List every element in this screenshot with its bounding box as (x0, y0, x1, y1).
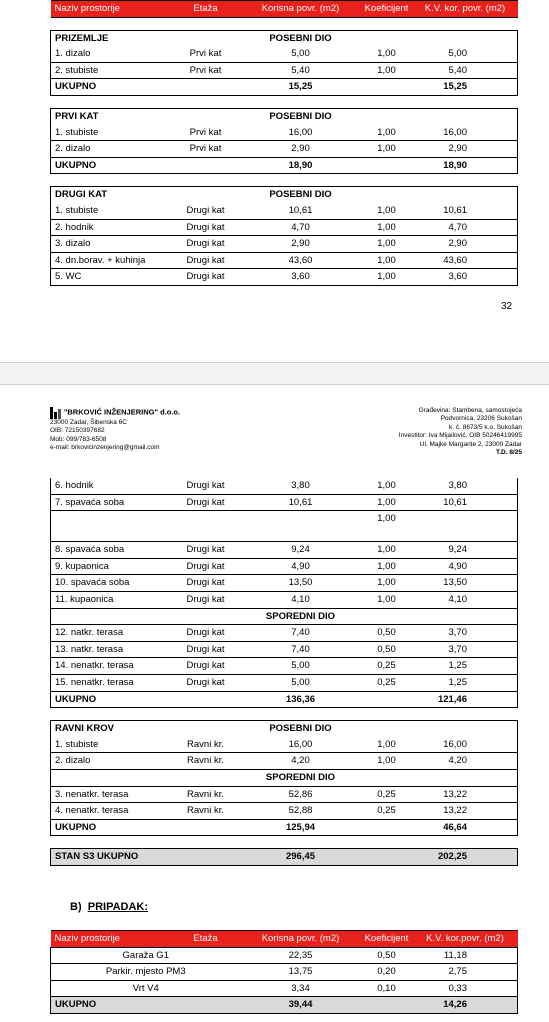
table-cell: Prvi kat (171, 62, 241, 79)
page-separator (0, 362, 549, 385)
empty-cell (171, 187, 241, 203)
table-cell: 1,00 (361, 203, 413, 219)
table-cell: Drugi kat (171, 658, 241, 675)
table-cell: 1,00 (361, 575, 413, 592)
table-cell: 0,50 (361, 625, 413, 642)
table-cell: 4. nenatkr. terasa (51, 803, 171, 820)
table-row (51, 786, 518, 803)
table-cell: UKUPNO (51, 691, 171, 708)
empty-cell (51, 708, 518, 721)
table-cell: 11,18 (413, 947, 518, 964)
empty-cell (171, 819, 241, 836)
project-line: Građevina: Stambena, samostojeća (418, 407, 522, 414)
company-header (50, 407, 250, 453)
table-row (51, 494, 518, 511)
table-cell: 4,70 (241, 219, 361, 236)
empty-cell (413, 511, 518, 542)
table-row (51, 980, 518, 997)
table-cell: Drugi kat (171, 674, 241, 691)
section-prizemlje (51, 30, 518, 46)
table-cell: 9,24 (413, 542, 518, 559)
empty-cell (51, 174, 518, 187)
table-cell: 14,26 (413, 997, 518, 1014)
table-header (51, 931, 518, 948)
table-page2 (50, 478, 518, 866)
company-email: e-mail: brkovicinzenjering@gmail.com (50, 444, 160, 452)
table-cell: 4,90 (241, 558, 361, 575)
company-oib: OIB: 72150397682 (50, 427, 105, 435)
table-cell: 3. dizalo (51, 236, 171, 253)
table-cell: UKUPNO (51, 997, 171, 1014)
table-cell: 13. natkr. terasa (51, 641, 171, 658)
table-cell: 9,24 (241, 542, 361, 559)
table-cell: 18,90 (241, 157, 361, 174)
table-cell: 15,25 (413, 79, 518, 96)
table-cell: 13,22 (413, 786, 518, 803)
table-cell: UKUPNO (51, 79, 171, 96)
table-cell: PRVI KAT (51, 108, 171, 124)
project-line: Ul. Majke Margarite 2, 23000 Zadar (419, 440, 522, 448)
empty-cell (361, 721, 413, 737)
table-cell: 10,61 (241, 494, 361, 511)
table-cell: RAVNI KROV (51, 721, 171, 737)
table-cell: Drugi kat (171, 269, 241, 286)
project-line: k. č. 8673/5 k.o. Sukošan (449, 423, 522, 431)
empty-cell (361, 187, 413, 203)
table-cell: 13,50 (241, 575, 361, 592)
table-cell: 3,80 (241, 478, 361, 494)
table-cell: 10,61 (241, 203, 361, 219)
table-cell: Prvi kat (171, 46, 241, 62)
table-cell: 52,88 (241, 803, 361, 820)
table-cell: 0,50 (361, 947, 413, 964)
empty-cell (361, 997, 413, 1014)
table-cell: 1,00 (361, 737, 413, 753)
total-row (51, 157, 518, 174)
empty-cell (171, 769, 241, 786)
table-cell: 121,46 (413, 691, 518, 708)
table-header (51, 1, 518, 18)
table-cell: 3. nenatkr. terasa (51, 786, 171, 803)
table-row (51, 674, 518, 691)
empty-cell (413, 108, 518, 124)
table-cell: 16,00 (241, 737, 361, 753)
table-cell: Drugi kat (171, 575, 241, 592)
empty-cell (51, 17, 518, 30)
table-row (51, 753, 518, 770)
empty-cell (361, 819, 413, 836)
table-cell: Drugi kat (171, 252, 241, 269)
table-cell: 5,00 (241, 658, 361, 675)
table-cell: 0,25 (361, 658, 413, 675)
table-cell: Etaža (171, 931, 241, 948)
table-row (51, 141, 518, 158)
table-cell: POSEBNI DIO (241, 721, 361, 737)
empty-cell (361, 79, 413, 96)
empty-cell (361, 157, 413, 174)
table-cell: 2. dizalo (51, 753, 171, 770)
empty-cell (171, 721, 241, 737)
table-row (51, 803, 518, 820)
table-cell: Drugi kat (171, 494, 241, 511)
project-info (330, 407, 522, 457)
table-row (51, 252, 518, 269)
table-cell: 13,75 (241, 964, 361, 981)
empty-cell (51, 608, 171, 625)
table-cell: 1,00 (361, 269, 413, 286)
table-cell: 2. dizalo (51, 141, 171, 158)
table-row (51, 62, 518, 79)
company-name: "BRKOVIĆ INŽENJERING" d.o.o. (63, 407, 181, 417)
table-cell: Korisna povr. (m2) (241, 931, 361, 948)
total-row (51, 79, 518, 96)
table-row (51, 641, 518, 658)
stan-total-row (51, 849, 518, 866)
company-mob: Mob: 099/783-6508 (50, 435, 107, 443)
empty-cell (361, 30, 413, 46)
table-cell: Ravni kr. (171, 803, 241, 820)
table-cell: 1,00 (361, 542, 413, 559)
table-cell: Drugi kat (171, 641, 241, 658)
table-cell: Drugi kat (171, 236, 241, 253)
table-cell: K.V. kor.povr. (m2) (413, 931, 518, 948)
project-line: Investitor: Iva Mijailović, OIB 50246419995 (398, 432, 522, 440)
table-cell: POSEBNI DIO (241, 108, 361, 124)
table-cell: 1. stubiste (51, 203, 171, 219)
table-row (51, 511, 518, 542)
empty-cell (361, 691, 413, 708)
table-cell: 1,00 (361, 236, 413, 253)
table-cell: 0,25 (361, 674, 413, 691)
empty-cell (171, 511, 241, 542)
table-cell: 4,20 (241, 753, 361, 770)
table-cell: 5,00 (413, 46, 518, 62)
section-ravni-krov (51, 721, 518, 737)
page-number: 32 (501, 301, 513, 312)
empty-cell (171, 849, 241, 866)
section-sporedni (51, 608, 518, 625)
table-cell: Naziv prostorije (51, 931, 171, 948)
table-row (51, 658, 518, 675)
table-cell: Prvi kat (171, 141, 241, 158)
table-row (51, 737, 518, 753)
table-cell: SPOREDNI DIO (241, 608, 361, 625)
table-cell: 1. stubiste (51, 125, 171, 141)
section-b-heading: B) PRIPADAK: (70, 901, 149, 913)
table-cell: 46,64 (413, 819, 518, 836)
table-cell: 8. spavaća soba (51, 542, 171, 559)
table-cell: 0,25 (361, 803, 413, 820)
total-row (51, 691, 518, 708)
table-row (51, 219, 518, 236)
table-row (51, 964, 518, 981)
section-sporedni (51, 769, 518, 786)
table-cell: 1,25 (413, 658, 518, 675)
table-cell: Drugi kat (171, 542, 241, 559)
empty-cell (413, 187, 518, 203)
table-cell: 1,25 (413, 674, 518, 691)
table-cell: Vrt V4 (51, 980, 241, 997)
table-cell: 2,90 (241, 141, 361, 158)
table-cell: 16,00 (241, 125, 361, 141)
table-cell: 13,50 (413, 575, 518, 592)
table-cell: 15. nenatkr. terasa (51, 674, 171, 691)
table-cell: Garaža G1 (51, 947, 241, 964)
table-cell: 2,75 (413, 964, 518, 981)
table-cell: 5,40 (413, 62, 518, 79)
table-cell: 1,00 (361, 591, 413, 608)
table-cell: 4,10 (413, 591, 518, 608)
empty-cell (361, 849, 413, 866)
col-naziv: Naziv prostorije (51, 1, 171, 18)
empty-cell (171, 691, 241, 708)
table-cell: 43,60 (413, 252, 518, 269)
table-cell: 10,61 (413, 203, 518, 219)
table-row (51, 542, 518, 559)
table-row (51, 46, 518, 62)
table-cell: Drugi kat (171, 558, 241, 575)
table-cell: Ravni kr. (171, 737, 241, 753)
empty-cell (171, 108, 241, 124)
table-cell: Prvi kat (171, 125, 241, 141)
table-cell: 4,70 (413, 219, 518, 236)
company-logo-icon (50, 407, 62, 419)
empty-cell (171, 608, 241, 625)
table-cell: 1. dizalo (51, 46, 171, 62)
table-cell: Drugi kat (171, 203, 241, 219)
table-row (51, 625, 518, 642)
empty-cell (361, 108, 413, 124)
empty-cell (51, 836, 518, 849)
table-row (51, 203, 518, 219)
table-cell: POSEBNI DIO (241, 187, 361, 203)
empty-cell (361, 608, 413, 625)
table-cell: 13,22 (413, 803, 518, 820)
table-cell: 1,00 (361, 46, 413, 62)
table-cell: 2. hodnik (51, 219, 171, 236)
page-bottom (0, 385, 549, 1022)
table-cell: 5,40 (241, 62, 361, 79)
table-cell: 4. dn.borav. + kuhinja (51, 252, 171, 269)
table-cell: 6. hodnik (51, 478, 171, 494)
table-cell: UKUPNO (51, 157, 171, 174)
table-page1 (50, 0, 518, 286)
empty-cell (51, 95, 518, 108)
table-cell: 16,00 (413, 737, 518, 753)
table-cell: 7,40 (241, 625, 361, 642)
table-cell: 2,90 (241, 236, 361, 253)
table-cell: SPOREDNI DIO (241, 769, 361, 786)
table-cell: 7. spavaća soba (51, 494, 171, 511)
table-cell: 1,00 (361, 478, 413, 494)
table-cell: 15,25 (241, 79, 361, 96)
table-cell: 1,00 (361, 494, 413, 511)
col-etaza: Etaža (171, 1, 241, 18)
empty-cell (413, 769, 518, 786)
table-cell: 1,00 (361, 219, 413, 236)
empty-cell (51, 769, 171, 786)
table-cell: 39,44 (241, 997, 361, 1014)
section-drugi-kat (51, 187, 518, 203)
table-cell: 1,00 (361, 62, 413, 79)
project-line: T.D. 8/25 (495, 449, 522, 457)
project-line: Podvornica, 23206 Sukošan (440, 415, 522, 423)
table-cell: PRIZEMLJE (51, 30, 171, 46)
table-cell: STAN S3 UKUPNO (51, 849, 171, 866)
table-cell: 125,94 (241, 819, 361, 836)
table-row (51, 558, 518, 575)
table-cell: Drugi kat (171, 591, 241, 608)
table-cell: 3,70 (413, 641, 518, 658)
table-cell: 22,35 (241, 947, 361, 964)
table-cell: 18,90 (413, 157, 518, 174)
table-cell: 202,25 (413, 849, 518, 866)
table-cell: 16,00 (413, 125, 518, 141)
table-cell: 9. kupaonica (51, 558, 171, 575)
table-cell: Drugi kat (171, 625, 241, 642)
table-cell: 1,00 (361, 125, 413, 141)
table-cell: 2. stubiste (51, 62, 171, 79)
table-cell: 2,90 (413, 236, 518, 253)
table-cell: 4,20 (413, 753, 518, 770)
empty-cell (171, 30, 241, 46)
table-row (51, 269, 518, 286)
table-cell: Ravni kr. (171, 753, 241, 770)
table-cell: Koeficijent (361, 931, 413, 948)
table-row (51, 125, 518, 141)
table-cell: 136,36 (241, 691, 361, 708)
table-cell: 1,00 (361, 753, 413, 770)
table-cell: 0,10 (361, 980, 413, 997)
table-pripadak (50, 930, 518, 1014)
table-cell: 1. stubiste (51, 737, 171, 753)
table-cell: 10. spavaća soba (51, 575, 171, 592)
table-cell: 2,90 (413, 141, 518, 158)
table-cell: 3,60 (241, 269, 361, 286)
table-cell: 4,90 (413, 558, 518, 575)
table-row (51, 575, 518, 592)
table-row (51, 236, 518, 253)
company-address: 23000 Zadar, Šibenska 6C (50, 419, 127, 426)
table-cell: 0,25 (361, 786, 413, 803)
table-cell: 12. natkr. terasa (51, 625, 171, 642)
table-cell: 3,70 (413, 625, 518, 642)
table-cell: 5,00 (241, 46, 361, 62)
table-row (51, 478, 518, 494)
table-cell: 3,34 (241, 980, 361, 997)
page-top (0, 0, 549, 362)
col-koef: Koeficijent (361, 1, 413, 18)
table-cell: 296,45 (241, 849, 361, 866)
table-cell: UKUPNO (51, 819, 171, 836)
table-cell: 1,00 (361, 558, 413, 575)
empty-cell (241, 511, 361, 542)
table-cell: DRUGI KAT (51, 187, 171, 203)
table-cell: 0,33 (413, 980, 518, 997)
total-row (51, 819, 518, 836)
table-row (51, 591, 518, 608)
table-row (51, 947, 518, 964)
table-cell: 43,60 (241, 252, 361, 269)
table-cell: 0,20 (361, 964, 413, 981)
empty-cell (171, 157, 241, 174)
table-cell: 4,10 (241, 591, 361, 608)
total-row (51, 997, 518, 1014)
col-korisna: Korisna povr. (m2) (241, 1, 361, 18)
table-cell: 3,60 (413, 269, 518, 286)
empty-cell (171, 997, 241, 1014)
empty-cell (413, 721, 518, 737)
table-cell: Drugi kat (171, 478, 241, 494)
table-cell: 1,00 (361, 141, 413, 158)
empty-cell (361, 769, 413, 786)
col-kv: K.V. kor. povr. (m2) (413, 1, 518, 18)
empty-cell (51, 511, 171, 542)
table-cell: 14. nenatkr. terasa (51, 658, 171, 675)
table-cell: Drugi kat (171, 219, 241, 236)
table-cell: 0,50 (361, 641, 413, 658)
empty-cell (413, 30, 518, 46)
empty-cell (171, 79, 241, 96)
table-cell: POSEBNI DIO (241, 30, 361, 46)
table-cell: 5. WC (51, 269, 171, 286)
table-cell: 7,40 (241, 641, 361, 658)
table-cell: 10,61 (413, 494, 518, 511)
table-cell: Parkir. mjesto PM3 (51, 964, 241, 981)
table-cell: 52,86 (241, 786, 361, 803)
table-cell: 1,00 (361, 252, 413, 269)
table-cell: 1,00 (361, 511, 413, 542)
table-cell: 5,00 (241, 674, 361, 691)
empty-cell (413, 608, 518, 625)
section-prvi-kat (51, 108, 518, 124)
table-cell: Ravni kr. (171, 786, 241, 803)
table-cell: 11. kupaonica (51, 591, 171, 608)
table-cell: 3,80 (413, 478, 518, 494)
